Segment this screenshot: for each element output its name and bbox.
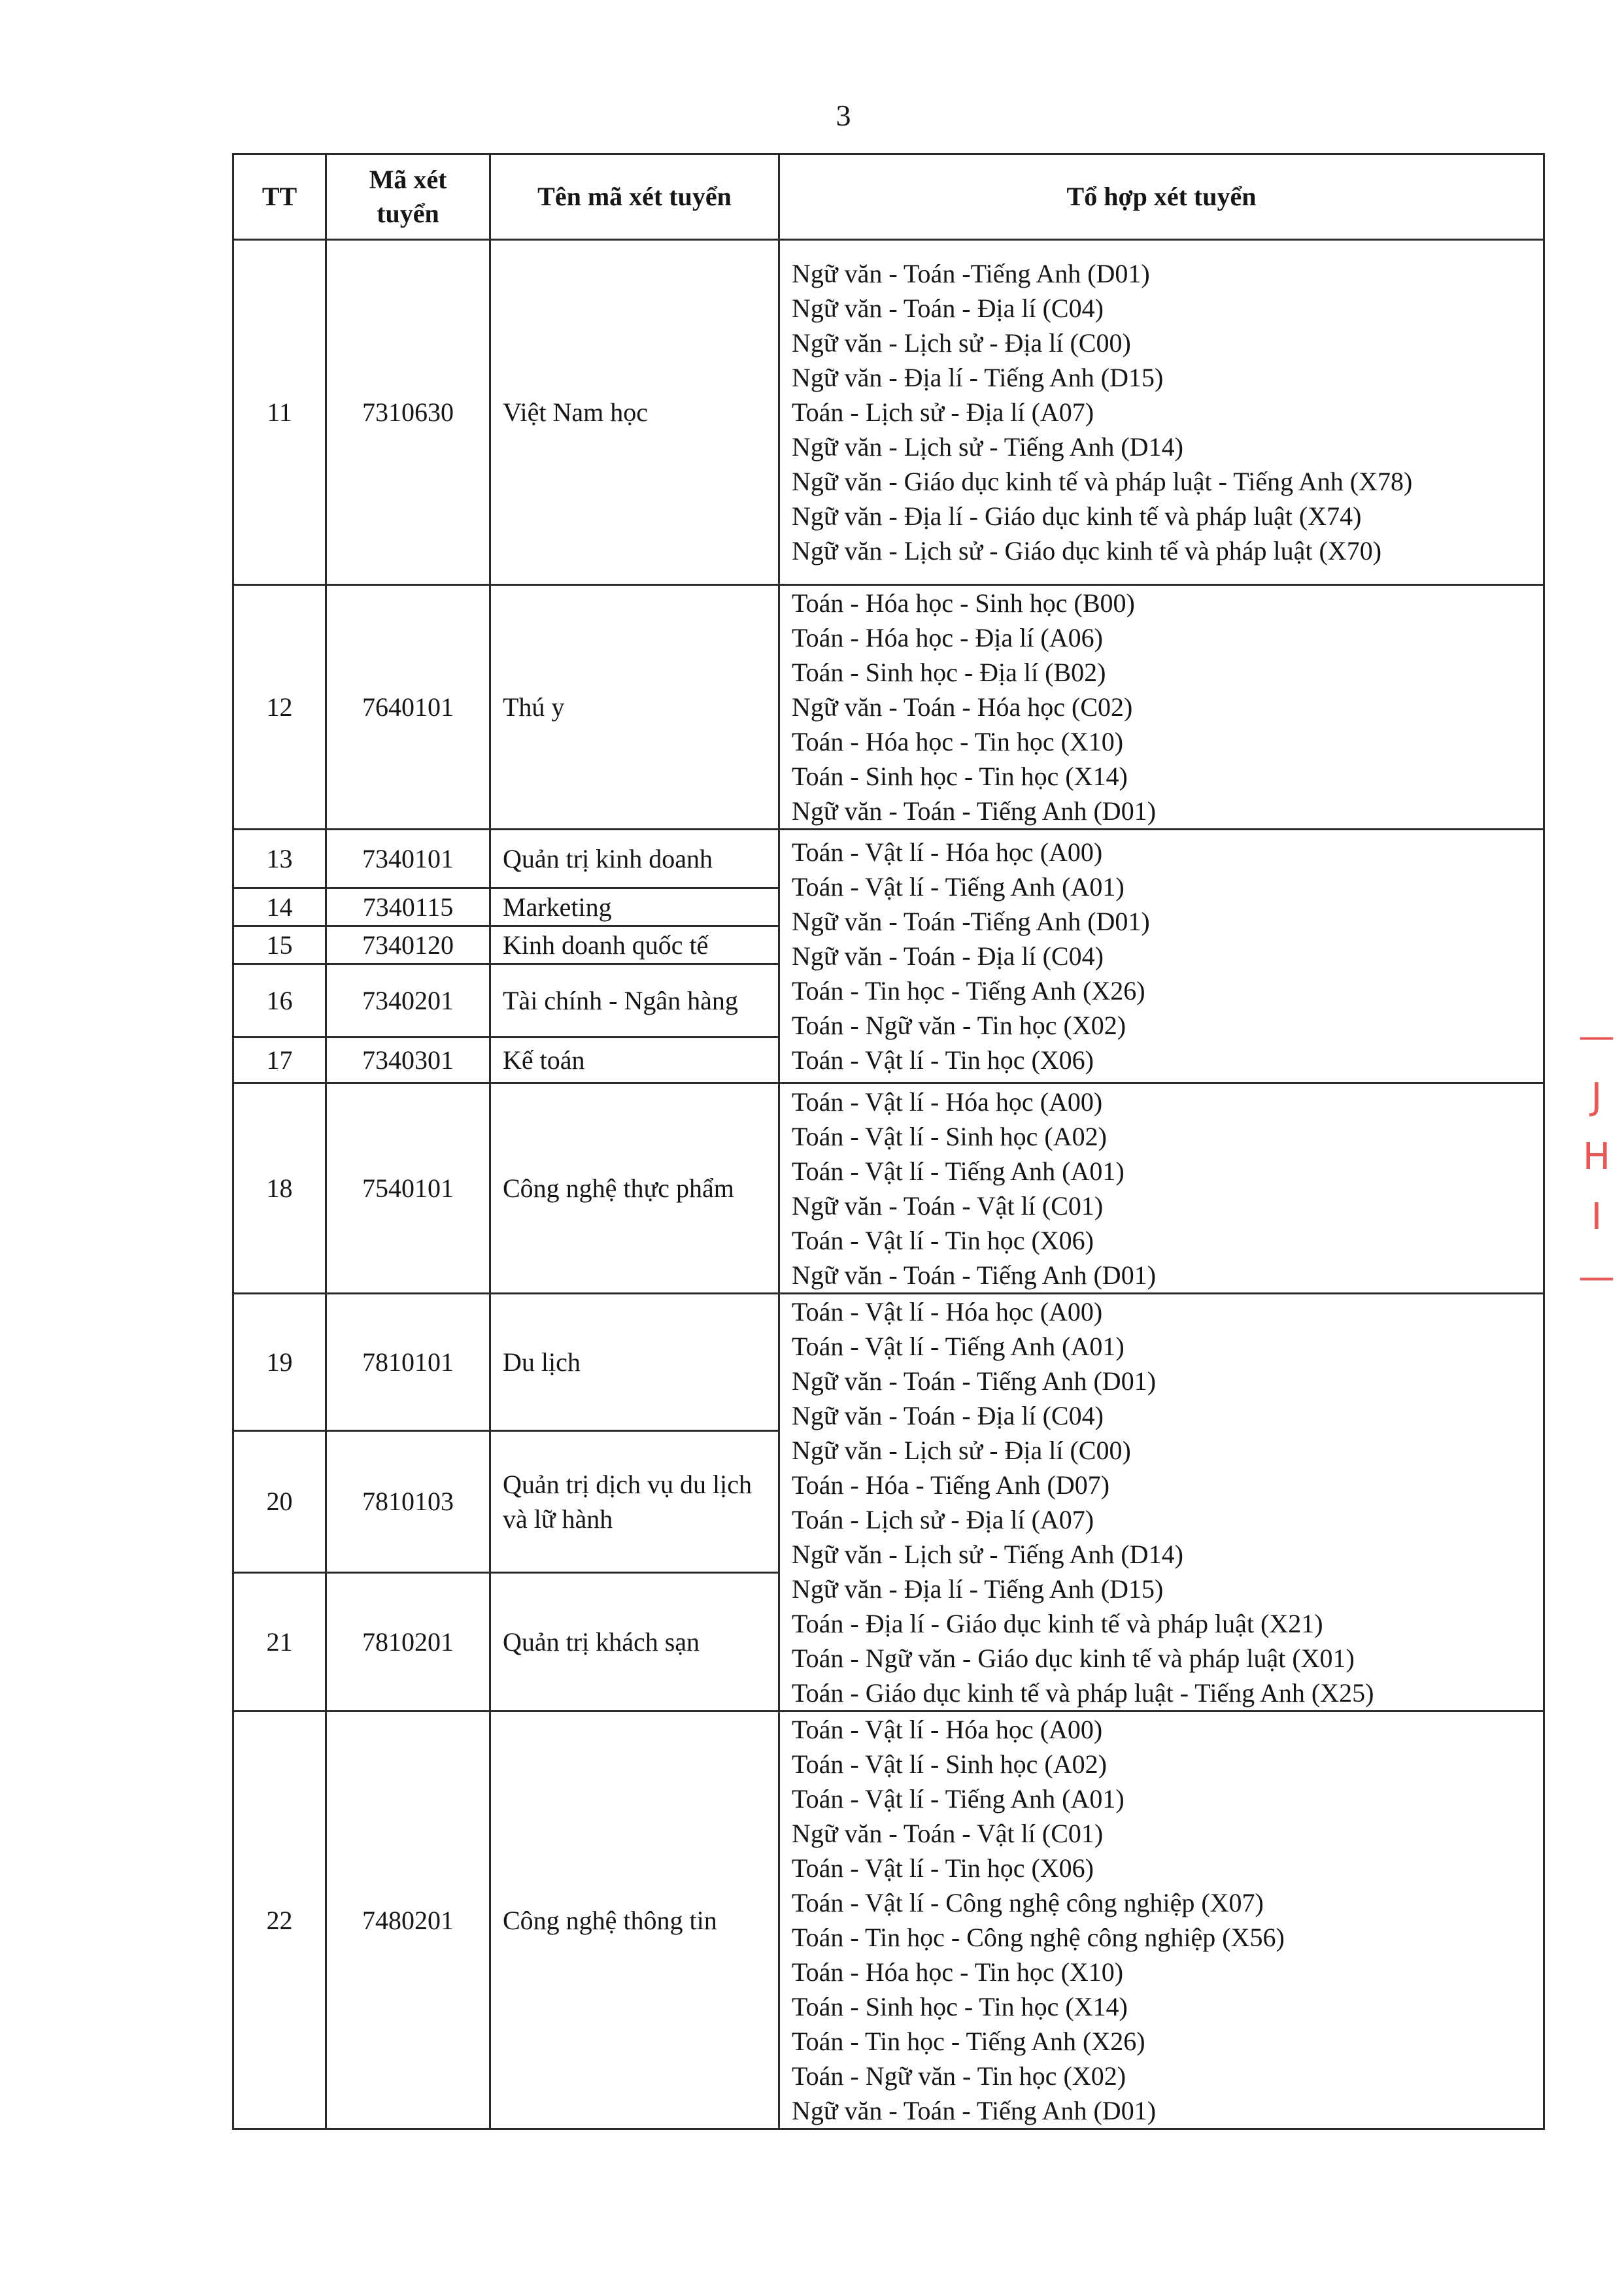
- combo-item: Ngữ văn - Giáo dục kinh tế và pháp luật - Tiếng Anh (X78): [792, 467, 1413, 496]
- table-row: [233, 1083, 1544, 1294]
- combo-item: Ngữ văn - Địa lí - Tiếng Anh (D15): [792, 1574, 1164, 1604]
- combo-item: Ngữ văn - Toán - Tiếng Anh (D01): [792, 2096, 1157, 2125]
- row-code: 7340120: [326, 926, 490, 964]
- combo-item: Toán - Vật lí - Tiếng Anh (A01): [792, 1332, 1125, 1361]
- combo-item: Toán - Ngữ văn - Tin học (X02): [792, 2061, 1126, 2091]
- combo-item: Toán - Tin học - Tiếng Anh (X26): [792, 976, 1145, 1005]
- combo-item: Toán - Vật lí - Hóa học (A00): [792, 1715, 1103, 1744]
- page-number: 3: [836, 99, 851, 132]
- combo-item: Ngữ văn - Lịch sử - Địa lí (C00): [792, 1436, 1131, 1465]
- row-tt: 22: [233, 1712, 326, 2129]
- combo-item: Ngữ văn - Toán - Địa lí (C04): [792, 941, 1104, 971]
- combo-item: Toán - Hóa - Tiếng Anh (D07): [792, 1470, 1110, 1500]
- combo-item: Toán - Vật lí - Tiếng Anh (A01): [792, 872, 1125, 902]
- combo-item: Ngữ văn - Lịch sử - Địa lí (C00): [792, 328, 1131, 358]
- table-row: [233, 585, 1544, 830]
- row-tt: 15: [233, 926, 326, 964]
- row-name: Kinh doanh quốc tế: [490, 926, 779, 964]
- row-name: Marketing: [490, 888, 779, 926]
- row-code: 7340201: [326, 964, 490, 1037]
- combo-item: Toán - Vật lí - Tin học (X06): [792, 1853, 1094, 1883]
- combo-item: Toán - Hóa học - Tin học (X10): [792, 727, 1124, 756]
- row-name: Quản trị kinh doanh: [490, 830, 779, 888]
- combo-list: [779, 1083, 1544, 1294]
- combo-item: Ngữ văn - Toán -Tiếng Anh (D01): [792, 259, 1150, 288]
- combo-item: Ngữ văn - Toán - Vật lí (C01): [792, 1819, 1104, 1848]
- table-row: [233, 240, 1544, 585]
- combo-item: Ngữ văn - Toán - Địa lí (C04): [792, 1401, 1104, 1430]
- row-code: 7340101: [326, 830, 490, 888]
- row-tt: 14: [233, 888, 326, 926]
- combo-item: Toán - Ngữ văn - Tin học (X02): [792, 1011, 1126, 1040]
- row-tt: 19: [233, 1294, 326, 1431]
- combo-item: Toán - Sinh học - Địa lí (B02): [792, 658, 1106, 687]
- row-code: 7640101: [326, 585, 490, 830]
- combo-item: Toán - Vật lí - Sinh học (A02): [792, 1121, 1107, 1151]
- combo-item: Ngữ văn - Địa lí - Giáo dục kinh tế và pháp luật (X74): [792, 501, 1362, 531]
- row-code: 7340301: [326, 1037, 490, 1083]
- combo-item: Toán - Sinh học - Tin học (X14): [792, 1992, 1128, 2021]
- row-name: Công nghệ thực phẩm: [490, 1083, 779, 1294]
- combo-item: Toán - Hóa học - Sinh học (B00): [792, 588, 1135, 618]
- combo-item: Toán - Vật lí - Hóa học (A00): [792, 1087, 1103, 1117]
- combo-item: Toán - Vật lí - Công nghệ công nghiệp (X07): [792, 1888, 1264, 1917]
- row-code: 7480201: [326, 1712, 490, 2129]
- combo-item: Ngữ văn - Toán - Tiếng Anh (D01): [792, 1260, 1157, 1290]
- combo-list: [779, 585, 1544, 830]
- combo-list: [779, 1712, 1544, 2129]
- row-tt: 20: [233, 1431, 326, 1572]
- row-name: Tài chính - Ngân hàng: [490, 964, 779, 1037]
- combo-item: Toán - Vật lí - Tiếng Anh (A01): [792, 1784, 1125, 1813]
- combo-item: Ngữ văn - Địa lí - Tiếng Anh (D15): [792, 363, 1164, 392]
- combo-item: Ngữ văn - Toán -Tiếng Anh (D01): [792, 907, 1150, 936]
- row-code: 7340115: [326, 888, 490, 926]
- row-name: Du lịch: [490, 1294, 779, 1431]
- combo-item: Ngữ văn - Lịch sử - Tiếng Anh (D14): [792, 432, 1183, 462]
- combo-list: [779, 830, 1544, 1083]
- row-code: 7540101: [326, 1083, 490, 1294]
- combo-item: Ngữ văn - Toán - Vật lí (C01): [792, 1190, 1104, 1221]
- combo-item: Toán - Vật lí - Sinh học (A02): [792, 1749, 1107, 1779]
- table-header-row: [233, 154, 1544, 240]
- row-name: Việt Nam học: [490, 240, 779, 585]
- row-name: Kế toán: [490, 1037, 779, 1083]
- row-tt: 12: [233, 585, 326, 830]
- combo-item: Toán - Tin học - Công nghệ công nghiệp (X56): [792, 1923, 1285, 1952]
- row-tt: 18: [233, 1083, 326, 1294]
- row-name: Công nghệ thông tin: [490, 1712, 779, 2129]
- row-code: 7310630: [326, 240, 490, 585]
- row-code: 7810101: [326, 1294, 490, 1431]
- row-code: 7810201: [326, 1572, 490, 1711]
- row-name: Thú y: [490, 585, 779, 830]
- row-tt: 21: [233, 1572, 326, 1711]
- row-tt: 13: [233, 830, 326, 888]
- header-name: Tên mã xét tuyển: [490, 154, 779, 240]
- combo-item: Toán - Lịch sử - Địa lí (A07): [792, 1505, 1094, 1534]
- combo-list: [779, 240, 1544, 585]
- combo-item: Ngữ văn - Toán - Tiếng Anh (D01): [792, 796, 1157, 826]
- combo-item: Toán - Ngữ văn - Giáo dục kinh tế và pháp luật (X01): [792, 1644, 1355, 1673]
- combo-item: Ngữ văn - Toán - Hóa học (C02): [792, 692, 1133, 722]
- combo-item: Toán - Vật lí - Tiếng Anh (A01): [792, 1156, 1125, 1186]
- combo-item: Toán - Hóa học - Tin học (X10): [792, 1957, 1124, 1987]
- table-row: [233, 830, 1544, 888]
- header-tt: TT: [233, 154, 326, 240]
- table-row: [233, 1294, 1544, 1431]
- combo-list: [779, 1294, 1544, 1712]
- combo-item: Toán - Giáo dục kinh tế và pháp luật - Tiếng Anh (X25): [792, 1678, 1374, 1708]
- header-code: Mã xét tuyển: [326, 154, 490, 240]
- combo-item: Toán - Vật lí - Hóa học (A00): [792, 837, 1103, 867]
- combo-item: Toán - Vật lí - Hóa học (A00): [792, 1297, 1103, 1326]
- row-code: 7810103: [326, 1431, 490, 1572]
- row-tt: 17: [233, 1037, 326, 1083]
- table-row: [233, 1712, 1544, 2129]
- combo-item: Ngữ văn - Toán - Tiếng Anh (D01): [792, 1366, 1157, 1396]
- combo-item: Toán - Tin học - Tiếng Anh (X26): [792, 2027, 1145, 2056]
- combo-item: Toán - Hóa học - Địa lí (A06): [792, 623, 1103, 652]
- combo-item: Toán - Sinh học - Tin học (X14): [792, 762, 1128, 791]
- combo-item: Toán - Địa lí - Giáo dục kinh tế và pháp luật (X21): [792, 1609, 1323, 1638]
- combo-item: Ngữ văn - Lịch sử - Tiếng Anh (D14): [792, 1540, 1183, 1569]
- combo-item: Ngữ văn - Toán - Địa lí (C04): [792, 294, 1104, 323]
- combo-item: Ngữ văn - Lịch sử - Giáo dục kinh tế và pháp luật (X70): [792, 536, 1382, 565]
- red-stamp-fragment: — J H I —: [1578, 1015, 1615, 1298]
- combo-item: Toán - Vật lí - Tin học (X06): [792, 1225, 1094, 1255]
- combo-item: Toán - Lịch sử - Địa lí (A07): [792, 397, 1094, 427]
- row-name: Quản trị dịch vụ du lịch và lữ hành: [490, 1431, 779, 1572]
- header-combo: Tổ hợp xét tuyển: [779, 154, 1544, 240]
- row-name: Quản trị khách sạn: [490, 1572, 779, 1711]
- row-tt: 16: [233, 964, 326, 1037]
- row-tt: 11: [233, 240, 326, 585]
- combo-item: Toán - Vật lí - Tin học (X06): [792, 1045, 1094, 1075]
- admission-table: [232, 153, 1545, 2130]
